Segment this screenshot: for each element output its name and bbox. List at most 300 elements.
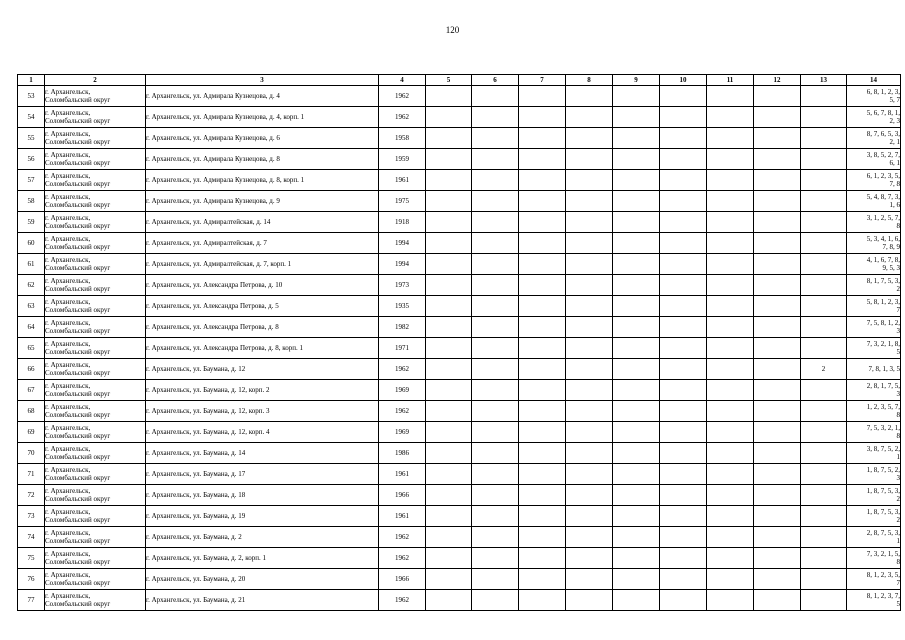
address-cell: г. Архангельск, ул. Адмирала Кузнецова, д. 4 bbox=[146, 86, 379, 107]
col-12-cell bbox=[754, 107, 801, 128]
col-11-cell bbox=[707, 275, 754, 296]
year-cell: 1962 bbox=[379, 527, 426, 548]
col-6-cell bbox=[472, 170, 519, 191]
year-cell: 1918 bbox=[379, 212, 426, 233]
col-8-cell bbox=[566, 170, 613, 191]
col-6-cell bbox=[472, 254, 519, 275]
col-11-cell bbox=[707, 191, 754, 212]
col-5-cell bbox=[426, 590, 472, 611]
col-5-cell bbox=[426, 275, 472, 296]
col-14-cell: 2, 8, 1, 7, 5, 3 bbox=[847, 380, 901, 401]
col-7-cell bbox=[519, 506, 566, 527]
col-13-cell bbox=[801, 191, 847, 212]
col-14-cell: 1, 8, 7, 5, 3, 2 bbox=[847, 506, 901, 527]
col-12-cell bbox=[754, 548, 801, 569]
col-13-cell bbox=[801, 149, 847, 170]
col-10-cell bbox=[660, 422, 707, 443]
col-9-cell bbox=[613, 443, 660, 464]
year-cell: 1966 bbox=[379, 485, 426, 506]
col-13-cell bbox=[801, 443, 847, 464]
table-row bbox=[18, 275, 901, 296]
address-cell: г. Архангельск, ул. Баумана, д. 21 bbox=[146, 590, 379, 611]
col-10-cell bbox=[660, 359, 707, 380]
col-8-cell bbox=[566, 548, 613, 569]
col-6-cell bbox=[472, 590, 519, 611]
year-cell: 1962 bbox=[379, 359, 426, 380]
col-header-5: 5 bbox=[426, 75, 472, 86]
col-9-cell bbox=[613, 191, 660, 212]
col-6-cell bbox=[472, 464, 519, 485]
year-cell: 1961 bbox=[379, 506, 426, 527]
col-9-cell bbox=[613, 254, 660, 275]
col-11-cell bbox=[707, 590, 754, 611]
col-13-cell bbox=[801, 254, 847, 275]
col-5-cell bbox=[426, 569, 472, 590]
col-5-cell bbox=[426, 149, 472, 170]
col-14-cell: 6, 8, 1, 2, 3, 5, 7 bbox=[847, 86, 901, 107]
col-11-cell bbox=[707, 128, 754, 149]
district-cell: г. Архангельск, Соломбальский округ bbox=[45, 401, 146, 422]
year-cell: 1971 bbox=[379, 338, 426, 359]
district-cell: г. Архангельск, Соломбальский округ bbox=[45, 317, 146, 338]
district-cell: г. Архангельск, Соломбальский округ bbox=[45, 191, 146, 212]
table-row bbox=[18, 212, 901, 233]
address-cell: г. Архангельск, ул. Адмиралтейская, д. 7 bbox=[146, 233, 379, 254]
col-12-cell bbox=[754, 443, 801, 464]
col-13-cell bbox=[801, 506, 847, 527]
address-cell: г. Архангельск, ул. Александра Петрова, д. 5 bbox=[146, 296, 379, 317]
col-13-cell bbox=[801, 548, 847, 569]
col-12-cell bbox=[754, 527, 801, 548]
col-11-cell bbox=[707, 317, 754, 338]
row-number-cell: 60 bbox=[18, 233, 45, 254]
col-header-12: 12 bbox=[754, 75, 801, 86]
row-number-cell: 57 bbox=[18, 170, 45, 191]
col-9-cell bbox=[613, 548, 660, 569]
col-9-cell bbox=[613, 233, 660, 254]
col-8-cell bbox=[566, 380, 613, 401]
table-row bbox=[18, 401, 901, 422]
col-5-cell bbox=[426, 317, 472, 338]
address-cell: г. Архангельск, ул. Адмирала Кузнецова, д. 8 bbox=[146, 149, 379, 170]
col-10-cell bbox=[660, 569, 707, 590]
col-5-cell bbox=[426, 107, 472, 128]
address-cell: г. Архангельск, ул. Александра Петрова, д. 8 bbox=[146, 317, 379, 338]
col-11-cell bbox=[707, 548, 754, 569]
col-5-cell bbox=[426, 86, 472, 107]
col-12-cell bbox=[754, 464, 801, 485]
table-row bbox=[18, 359, 901, 380]
col-8-cell bbox=[566, 338, 613, 359]
row-number-cell: 75 bbox=[18, 548, 45, 569]
col-12-cell bbox=[754, 317, 801, 338]
col-13-cell bbox=[801, 380, 847, 401]
col-10-cell bbox=[660, 317, 707, 338]
district-cell: г. Архангельск, Соломбальский округ bbox=[45, 170, 146, 191]
col-14-cell: 3, 8, 7, 5, 2, 1 bbox=[847, 443, 901, 464]
col-6-cell bbox=[472, 401, 519, 422]
district-cell: г. Архангельск, Соломбальский округ bbox=[45, 506, 146, 527]
col-8-cell bbox=[566, 275, 613, 296]
table-row bbox=[18, 485, 901, 506]
col-header-14: 14 bbox=[847, 75, 901, 86]
page-number: 120 bbox=[445, 25, 460, 35]
col-header-3: 3 bbox=[146, 75, 379, 86]
col-8-cell bbox=[566, 107, 613, 128]
address-cell: г. Архангельск, ул. Баумана, д. 14 bbox=[146, 443, 379, 464]
col-14-cell: 5, 8, 1, 2, 3, 7 bbox=[847, 296, 901, 317]
col-14-cell: 1, 2, 3, 5, 7, 8 bbox=[847, 401, 901, 422]
col-14-cell: 2, 8, 7, 5, 3, 1 bbox=[847, 527, 901, 548]
col-10-cell bbox=[660, 548, 707, 569]
table-row bbox=[18, 380, 901, 401]
col-7-cell bbox=[519, 464, 566, 485]
col-5-cell bbox=[426, 128, 472, 149]
col-5-cell bbox=[426, 443, 472, 464]
col-9-cell bbox=[613, 296, 660, 317]
col-13-cell bbox=[801, 296, 847, 317]
col-11-cell bbox=[707, 233, 754, 254]
district-cell: г. Архангельск, Соломбальский округ bbox=[45, 128, 146, 149]
col-11-cell bbox=[707, 107, 754, 128]
col-13-cell bbox=[801, 212, 847, 233]
col-6-cell bbox=[472, 548, 519, 569]
col-5-cell bbox=[426, 170, 472, 191]
col-10-cell bbox=[660, 506, 707, 527]
year-cell: 1969 bbox=[379, 380, 426, 401]
col-5-cell bbox=[426, 527, 472, 548]
col-8-cell bbox=[566, 422, 613, 443]
col-10-cell bbox=[660, 233, 707, 254]
col-6-cell bbox=[472, 485, 519, 506]
year-cell: 1962 bbox=[379, 107, 426, 128]
row-number-cell: 77 bbox=[18, 590, 45, 611]
col-10-cell bbox=[660, 485, 707, 506]
col-12-cell bbox=[754, 275, 801, 296]
row-number-cell: 74 bbox=[18, 527, 45, 548]
col-5-cell bbox=[426, 422, 472, 443]
table-row bbox=[18, 527, 901, 548]
col-8-cell bbox=[566, 191, 613, 212]
year-cell: 1982 bbox=[379, 317, 426, 338]
address-cell: г. Архангельск, ул. Баумана, д. 17 bbox=[146, 464, 379, 485]
col-8-cell bbox=[566, 464, 613, 485]
col-5-cell bbox=[426, 401, 472, 422]
year-cell: 1994 bbox=[379, 254, 426, 275]
col-7-cell bbox=[519, 485, 566, 506]
col-14-cell: 4, 1, 6, 7, 8, 9, 5, 3 bbox=[847, 254, 901, 275]
year-cell: 1962 bbox=[379, 590, 426, 611]
col-header-9: 9 bbox=[613, 75, 660, 86]
row-number-cell: 58 bbox=[18, 191, 45, 212]
col-7-cell bbox=[519, 212, 566, 233]
col-12-cell bbox=[754, 86, 801, 107]
address-cell: г. Архангельск, ул. Баумана, д. 19 bbox=[146, 506, 379, 527]
col-8-cell bbox=[566, 317, 613, 338]
col-13-cell: 2 bbox=[801, 359, 847, 380]
col-14-cell: 3, 8, 5, 2, 7, 6, 1 bbox=[847, 149, 901, 170]
col-13-cell bbox=[801, 485, 847, 506]
row-number-cell: 62 bbox=[18, 275, 45, 296]
table-row bbox=[18, 191, 901, 212]
col-11-cell bbox=[707, 86, 754, 107]
col-8-cell bbox=[566, 86, 613, 107]
col-7-cell bbox=[519, 338, 566, 359]
col-5-cell bbox=[426, 212, 472, 233]
col-12-cell bbox=[754, 254, 801, 275]
col-14-cell: 5, 6, 7, 8, 1, 2, 3 bbox=[847, 107, 901, 128]
col-11-cell bbox=[707, 485, 754, 506]
col-6-cell bbox=[472, 275, 519, 296]
district-cell: г. Архангельск, Соломбальский округ bbox=[45, 527, 146, 548]
address-cell: г. Архангельск, ул. Адмирала Кузнецова, д. 4, корп. 1 bbox=[146, 107, 379, 128]
col-12-cell bbox=[754, 149, 801, 170]
col-14-cell: 7, 5, 8, 1, 2, 3 bbox=[847, 317, 901, 338]
col-7-cell bbox=[519, 443, 566, 464]
col-6-cell bbox=[472, 233, 519, 254]
address-cell: г. Архангельск, ул. Адмирала Кузнецова, д. 9 bbox=[146, 191, 379, 212]
col-5-cell bbox=[426, 338, 472, 359]
address-cell: г. Архангельск, ул. Баумана, д. 12, корп. 2 bbox=[146, 380, 379, 401]
col-9-cell bbox=[613, 317, 660, 338]
col-12-cell bbox=[754, 191, 801, 212]
col-9-cell bbox=[613, 401, 660, 422]
col-header-7: 7 bbox=[519, 75, 566, 86]
col-7-cell bbox=[519, 380, 566, 401]
table-row bbox=[18, 506, 901, 527]
col-10-cell bbox=[660, 254, 707, 275]
year-cell: 1962 bbox=[379, 401, 426, 422]
table-row bbox=[18, 317, 901, 338]
col-6-cell bbox=[472, 569, 519, 590]
col-7-cell bbox=[519, 149, 566, 170]
col-10-cell bbox=[660, 338, 707, 359]
col-8-cell bbox=[566, 485, 613, 506]
col-12-cell bbox=[754, 233, 801, 254]
col-11-cell bbox=[707, 422, 754, 443]
col-6-cell bbox=[472, 422, 519, 443]
col-9-cell bbox=[613, 485, 660, 506]
table-row bbox=[18, 590, 901, 611]
col-13-cell bbox=[801, 107, 847, 128]
col-10-cell bbox=[660, 191, 707, 212]
col-11-cell bbox=[707, 569, 754, 590]
col-7-cell bbox=[519, 401, 566, 422]
col-11-cell bbox=[707, 296, 754, 317]
col-7-cell bbox=[519, 527, 566, 548]
col-5-cell bbox=[426, 380, 472, 401]
col-header-4: 4 bbox=[379, 75, 426, 86]
table-row bbox=[18, 443, 901, 464]
col-5-cell bbox=[426, 548, 472, 569]
table-row bbox=[18, 254, 901, 275]
col-14-cell: 8, 1, 7, 5, 3, 2 bbox=[847, 275, 901, 296]
col-6-cell bbox=[472, 296, 519, 317]
col-14-cell: 7, 5, 3, 2, 1, 8 bbox=[847, 422, 901, 443]
row-number-cell: 63 bbox=[18, 296, 45, 317]
table-row bbox=[18, 170, 901, 191]
address-cell: г. Архангельск, ул. Адмирала Кузнецова, д. 8, корп. 1 bbox=[146, 170, 379, 191]
col-10-cell bbox=[660, 212, 707, 233]
col-6-cell bbox=[472, 338, 519, 359]
col-9-cell bbox=[613, 212, 660, 233]
col-12-cell bbox=[754, 359, 801, 380]
year-cell: 1994 bbox=[379, 233, 426, 254]
col-14-cell: 1, 8, 7, 5, 3, 2 bbox=[847, 485, 901, 506]
col-10-cell bbox=[660, 527, 707, 548]
col-13-cell bbox=[801, 128, 847, 149]
col-7-cell bbox=[519, 422, 566, 443]
address-cell: г. Архангельск, ул. Адмирала Кузнецова, д. 6 bbox=[146, 128, 379, 149]
table-row bbox=[18, 86, 901, 107]
col-5-cell bbox=[426, 254, 472, 275]
year-cell: 1962 bbox=[379, 86, 426, 107]
col-12-cell bbox=[754, 590, 801, 611]
col-13-cell bbox=[801, 569, 847, 590]
col-14-cell: 7, 3, 2, 1, 8, 5 bbox=[847, 338, 901, 359]
col-12-cell bbox=[754, 485, 801, 506]
district-cell: г. Архангельск, Соломбальский округ bbox=[45, 233, 146, 254]
col-8-cell bbox=[566, 149, 613, 170]
district-cell: г. Архангельск, Соломбальский округ bbox=[45, 443, 146, 464]
col-12-cell bbox=[754, 569, 801, 590]
col-11-cell bbox=[707, 359, 754, 380]
col-13-cell bbox=[801, 317, 847, 338]
table-row bbox=[18, 233, 901, 254]
district-cell: г. Архангельск, Соломбальский округ bbox=[45, 359, 146, 380]
col-6-cell bbox=[472, 149, 519, 170]
col-6-cell bbox=[472, 107, 519, 128]
table-row bbox=[18, 338, 901, 359]
col-5-cell bbox=[426, 506, 472, 527]
col-7-cell bbox=[519, 548, 566, 569]
col-10-cell bbox=[660, 443, 707, 464]
col-9-cell bbox=[613, 380, 660, 401]
col-14-cell: 5, 4, 8, 7, 3, 1, 6 bbox=[847, 191, 901, 212]
col-8-cell bbox=[566, 527, 613, 548]
col-11-cell bbox=[707, 170, 754, 191]
col-9-cell bbox=[613, 590, 660, 611]
district-cell: г. Архангельск, Соломбальский округ bbox=[45, 275, 146, 296]
col-13-cell bbox=[801, 464, 847, 485]
col-7-cell bbox=[519, 107, 566, 128]
year-cell: 1935 bbox=[379, 296, 426, 317]
col-12-cell bbox=[754, 212, 801, 233]
col-13-cell bbox=[801, 590, 847, 611]
table-row bbox=[18, 569, 901, 590]
col-9-cell bbox=[613, 86, 660, 107]
year-cell: 1975 bbox=[379, 191, 426, 212]
col-10-cell bbox=[660, 107, 707, 128]
col-12-cell bbox=[754, 506, 801, 527]
row-number-cell: 53 bbox=[18, 86, 45, 107]
col-8-cell bbox=[566, 233, 613, 254]
row-number-cell: 72 bbox=[18, 485, 45, 506]
address-cell: г. Архангельск, ул. Баумана, д. 20 bbox=[146, 569, 379, 590]
col-7-cell bbox=[519, 296, 566, 317]
col-7-cell bbox=[519, 275, 566, 296]
col-6-cell bbox=[472, 317, 519, 338]
col-12-cell bbox=[754, 380, 801, 401]
col-9-cell bbox=[613, 422, 660, 443]
col-5-cell bbox=[426, 485, 472, 506]
district-cell: г. Архангельск, Соломбальский округ bbox=[45, 86, 146, 107]
col-8-cell bbox=[566, 590, 613, 611]
col-7-cell bbox=[519, 191, 566, 212]
col-9-cell bbox=[613, 128, 660, 149]
col-9-cell bbox=[613, 506, 660, 527]
col-14-cell: 7, 8, 1, 3, 5 bbox=[847, 359, 901, 380]
housing-register-table bbox=[17, 74, 901, 611]
col-6-cell bbox=[472, 86, 519, 107]
col-5-cell bbox=[426, 359, 472, 380]
row-number-cell: 76 bbox=[18, 569, 45, 590]
col-9-cell bbox=[613, 569, 660, 590]
col-7-cell bbox=[519, 317, 566, 338]
col-11-cell bbox=[707, 254, 754, 275]
col-8-cell bbox=[566, 359, 613, 380]
col-13-cell bbox=[801, 170, 847, 191]
district-cell: г. Архангельск, Соломбальский округ bbox=[45, 464, 146, 485]
row-number-cell: 59 bbox=[18, 212, 45, 233]
col-11-cell bbox=[707, 464, 754, 485]
row-number-cell: 55 bbox=[18, 128, 45, 149]
district-cell: г. Архангельск, Соломбальский округ bbox=[45, 590, 146, 611]
col-9-cell bbox=[613, 107, 660, 128]
col-6-cell bbox=[472, 506, 519, 527]
col-12-cell bbox=[754, 422, 801, 443]
col-header-6: 6 bbox=[472, 75, 519, 86]
address-cell: г. Архангельск, ул. Баумана, д. 12, корп. 3 bbox=[146, 401, 379, 422]
address-cell: г. Архангельск, ул. Баумана, д. 2 bbox=[146, 527, 379, 548]
row-number-cell: 56 bbox=[18, 149, 45, 170]
table-row bbox=[18, 464, 901, 485]
col-11-cell bbox=[707, 212, 754, 233]
row-number-cell: 71 bbox=[18, 464, 45, 485]
col-13-cell bbox=[801, 233, 847, 254]
col-header-2: 2 bbox=[45, 75, 146, 86]
table-row bbox=[18, 422, 901, 443]
year-cell: 1969 bbox=[379, 422, 426, 443]
address-cell: г. Архангельск, ул. Адмиралтейская, д. 7, корп. 1 bbox=[146, 254, 379, 275]
col-9-cell bbox=[613, 275, 660, 296]
row-number-cell: 66 bbox=[18, 359, 45, 380]
col-12-cell bbox=[754, 128, 801, 149]
address-cell: г. Архангельск, ул. Александра Петрова, д. 10 bbox=[146, 275, 379, 296]
year-cell: 1959 bbox=[379, 149, 426, 170]
col-7-cell bbox=[519, 128, 566, 149]
year-cell: 1961 bbox=[379, 464, 426, 485]
col-14-cell: 1, 8, 7, 5, 2, 3 bbox=[847, 464, 901, 485]
col-8-cell bbox=[566, 401, 613, 422]
district-cell: г. Архангельск, Соломбальский округ bbox=[45, 422, 146, 443]
col-9-cell bbox=[613, 149, 660, 170]
col-11-cell bbox=[707, 506, 754, 527]
col-5-cell bbox=[426, 233, 472, 254]
row-number-cell: 70 bbox=[18, 443, 45, 464]
col-6-cell bbox=[472, 380, 519, 401]
col-10-cell bbox=[660, 590, 707, 611]
col-14-cell: 8, 1, 2, 3, 5, 7 bbox=[847, 569, 901, 590]
row-number-cell: 67 bbox=[18, 380, 45, 401]
col-7-cell bbox=[519, 170, 566, 191]
col-10-cell bbox=[660, 128, 707, 149]
address-cell: г. Архангельск, ул. Баумана, д. 2, корп. 1 bbox=[146, 548, 379, 569]
table-row bbox=[18, 548, 901, 569]
col-8-cell bbox=[566, 254, 613, 275]
col-10-cell bbox=[660, 86, 707, 107]
district-cell: г. Архангельск, Соломбальский округ bbox=[45, 254, 146, 275]
